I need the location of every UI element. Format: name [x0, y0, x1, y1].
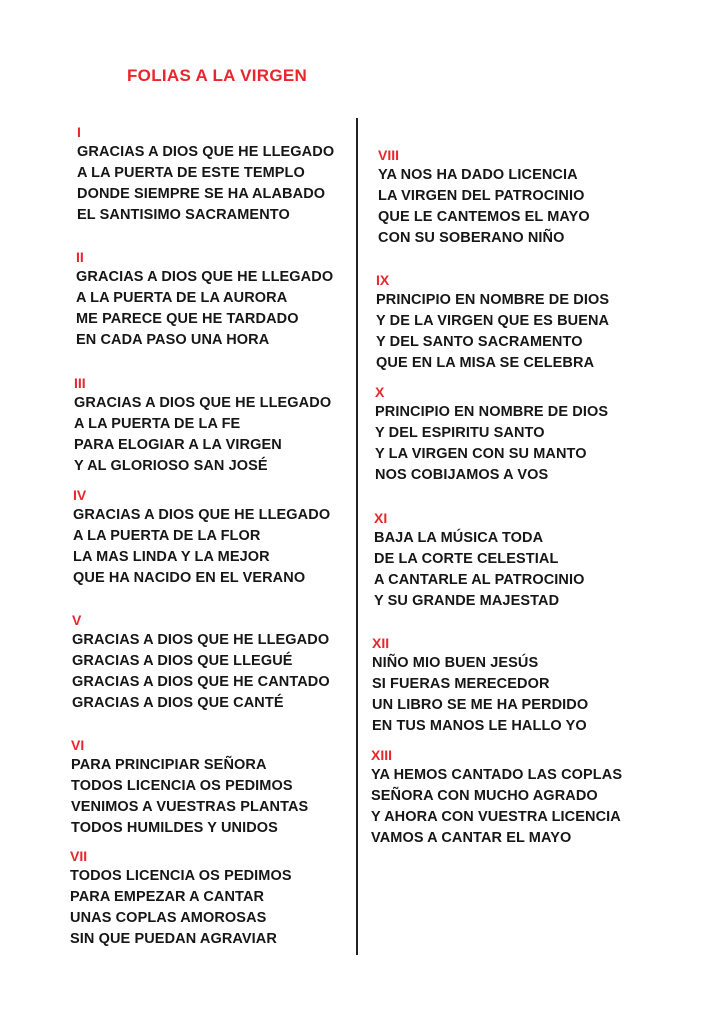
- stanza-number: X: [375, 384, 385, 400]
- stanza-number: VIII: [378, 147, 400, 163]
- stanza-number: II: [76, 249, 84, 265]
- stanza-number: III: [74, 375, 86, 391]
- stanza-line: SEÑORA CON MUCHO AGRADO: [371, 788, 598, 804]
- stanza-line: YA HEMOS CANTADO LAS COPLAS: [371, 767, 623, 783]
- stanza-line: GRACIAS A DIOS QUE HE LLEGADO: [77, 144, 335, 160]
- stanza-line: PARA ELOGIAR A LA VIRGEN: [74, 437, 282, 453]
- stanza-2: [76, 247, 333, 351]
- stanza-1: [77, 122, 334, 226]
- stanza-line: GRACIAS A DIOS QUE LLEGUÉ: [72, 653, 293, 669]
- stanza-line: A LA PUERTA DE LA FLOR: [73, 528, 261, 544]
- stanza-line: TODOS LICENCIA OS PEDIMOS: [71, 778, 293, 794]
- stanza-line: EN TUS MANOS LE HALLO YO: [372, 718, 587, 734]
- stanza-line: Y DEL ESPIRITU SANTO: [375, 425, 545, 441]
- stanza-line: GRACIAS A DIOS QUE CANTÉ: [72, 695, 284, 711]
- stanza-number: XIII: [371, 747, 393, 763]
- stanza-line: TODOS HUMILDES Y UNIDOS: [71, 820, 278, 836]
- stanza-10: [375, 382, 608, 486]
- stanza-line: VENIMOS A VUESTRAS PLANTAS: [71, 799, 309, 815]
- stanza-13: [371, 745, 622, 849]
- stanza-line: SI FUERAS MERECEDOR: [372, 676, 550, 692]
- stanza-12: [372, 633, 588, 737]
- stanza-line: Y DEL SANTO SACRAMENTO: [376, 334, 583, 350]
- stanza-line: EL SANTISIMO SACRAMENTO: [77, 207, 290, 223]
- stanza-3: [74, 373, 331, 477]
- stanza-line: Y AHORA CON VUESTRA LICENCIA: [371, 809, 621, 825]
- stanza-line: SIN QUE PUEDAN AGRAVIAR: [70, 931, 277, 947]
- stanza-number: VI: [71, 737, 85, 753]
- stanza-line: A CANTARLE AL PATROCINIO: [374, 572, 585, 588]
- stanza-8: [378, 145, 590, 249]
- stanza-line: PRINCIPIO EN NOMBRE DE DIOS: [376, 292, 610, 308]
- stanza-line: UN LIBRO SE ME HA PERDIDO: [372, 697, 589, 713]
- stanza-line: A LA PUERTA DE ESTE TEMPLO: [77, 165, 305, 181]
- stanza-line: PARA EMPEZAR A CANTAR: [70, 889, 265, 905]
- stanza-5: [72, 610, 330, 714]
- column-divider: [356, 118, 358, 955]
- stanza-11: [374, 508, 585, 612]
- stanza-line: DONDE SIEMPRE SE HA ALABADO: [77, 186, 326, 202]
- stanza-number: XI: [374, 510, 388, 526]
- stanza-line: QUE LE CANTEMOS EL MAYO: [378, 209, 590, 225]
- stanza-line: NOS COBIJAMOS A VOS: [375, 467, 549, 483]
- stanza-line: PRINCIPIO EN NOMBRE DE DIOS: [375, 404, 609, 420]
- stanza-line: DE LA CORTE CELESTIAL: [374, 551, 559, 567]
- stanza-4: [73, 485, 330, 589]
- stanza-number: XII: [372, 635, 390, 651]
- stanza-line: A LA PUERTA DE LA AURORA: [76, 290, 288, 306]
- stanza-line: QUE HA NACIDO EN EL VERANO: [73, 570, 306, 586]
- stanza-line: Y SU GRANDE MAJESTAD: [374, 593, 560, 609]
- stanza-line: UNAS COPLAS AMOROSAS: [70, 910, 267, 926]
- stanza-line: EN CADA PASO UNA HORA: [76, 332, 270, 348]
- stanza-7: [70, 846, 292, 950]
- stanza-number: VII: [70, 848, 88, 864]
- stanza-line: BAJA LA MÚSICA TODA: [374, 530, 544, 546]
- stanza-line: Y LA VIRGEN CON SU MANTO: [375, 446, 587, 462]
- stanza-number: IV: [73, 487, 87, 503]
- stanza-number: I: [77, 124, 81, 140]
- stanza-number: IX: [376, 272, 390, 288]
- stanza-line: GRACIAS A DIOS QUE HE LLEGADO: [74, 395, 332, 411]
- stanza-6: [71, 735, 308, 839]
- document-title: FOLIAS A LA VIRGEN: [127, 66, 308, 85]
- stanza-line: LA VIRGEN DEL PATROCINIO: [378, 188, 585, 204]
- stanza-line: VAMOS A CANTAR EL MAYO: [371, 830, 572, 846]
- stanza-line: Y AL GLORIOSO SAN JOSÉ: [74, 458, 268, 474]
- stanza-line: CON SU SOBERANO NIÑO: [378, 230, 565, 246]
- stanza-line: Y DE LA VIRGEN QUE ES BUENA: [376, 313, 610, 329]
- stanza-line: QUE EN LA MISA SE CELEBRA: [376, 355, 595, 371]
- stanza-line: GRACIAS A DIOS QUE HE LLEGADO: [73, 507, 331, 523]
- stanza-9: [376, 270, 609, 374]
- stanza-line: A LA PUERTA DE LA FE: [74, 416, 241, 432]
- stanza-line: TODOS LICENCIA OS PEDIMOS: [70, 868, 292, 884]
- stanza-number: V: [72, 612, 82, 628]
- stanza-line: YA NOS HA DADO LICENCIA: [378, 167, 578, 183]
- stanza-line: GRACIAS A DIOS QUE HE LLEGADO: [76, 269, 334, 285]
- stanza-line: GRACIAS A DIOS QUE HE CANTADO: [72, 674, 330, 690]
- stanza-line: NIÑO MIO BUEN JESÚS: [372, 655, 539, 671]
- stanza-line: LA MAS LINDA Y LA MEJOR: [73, 549, 270, 565]
- stanza-line: ME PARECE QUE HE TARDADO: [76, 311, 299, 327]
- stanza-line: PARA PRINCIPIAR SEÑORA: [71, 757, 267, 773]
- stanza-line: GRACIAS A DIOS QUE HE LLEGADO: [72, 632, 330, 648]
